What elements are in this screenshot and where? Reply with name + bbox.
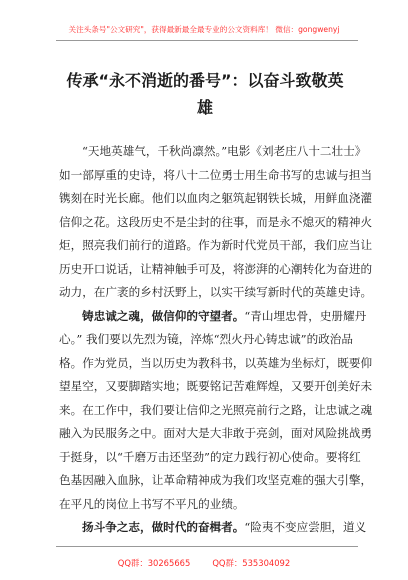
paragraph-line: 心。” 我们要以先烈为镜，淬炼“烈火丹心铸忠诚”的政治品 — [59, 332, 353, 346]
paragraph-text: “青山埋忠骨，史册耀丹 — [244, 308, 367, 323]
paragraph-line: 炬，照亮我们前行的道路。作为新时代党员干部，我们应当让 — [59, 238, 373, 252]
paragraph-line: 如一部厚重的史诗，将八十二位勇士用生命书写的忠诚与担当 — [59, 167, 373, 182]
footer-qq-group-2: QQ群：535304092 — [212, 558, 291, 568]
paragraph-line: 在平凡的岗位上书写不平凡的业绩。 — [59, 496, 245, 511]
footer-contact — [0, 557, 408, 569]
document-body — [59, 140, 373, 540]
header-divider — [56, 40, 358, 41]
paragraph-line — [59, 305, 367, 329]
section-subheading: 铸忠诚之魂，做信仰的守望者。 — [82, 308, 245, 323]
title-line-1: 传承“永不消逝的番号”：以奋斗致敬英 — [66, 71, 344, 90]
paragraph-line: “天地英雄气，千秋尚凛然。”电影《刘老庄八十二壮士》 — [82, 144, 367, 158]
paragraph-line: 来。在工作中，我们要让信仰之光照亮前行之路，让忠诚之魂 — [59, 402, 373, 417]
paragraph-line: 于挺身，以“千磨万击还坚劲”的定力践行初心使命。要将红 — [59, 449, 361, 464]
footer-qq-group-1: QQ群：30265665 — [117, 558, 191, 568]
page-footer — [0, 537, 408, 580]
title-line-2: 雄 — [196, 98, 213, 117]
paragraph-line: 历史开口说话，让精神触手可及，将澎湃的心潮转化为奋进的 — [59, 261, 373, 276]
paragraph-line: 格。作为党员，当以历史为教科书，以英雄为坐标灯，既要仰 — [59, 355, 373, 370]
paragraph-line — [59, 516, 367, 540]
paragraph-line: 动力，在广袤的乡村沃野上，以实干续写新时代的英雄史诗。 — [59, 285, 373, 299]
paragraph-line: 色基因融入血脉，让革命精神成为我们攻坚克难的强大引擎， — [59, 473, 373, 487]
header-promo-text: 关注头条号"公文研究"，获得最新最全最专业的公文资料库！ 微信：gongwenyj — [68, 25, 340, 34]
paragraph-line: 融入为民服务之中。面对大是大非敢于亮剑，面对风险挑战勇 — [59, 426, 373, 440]
page-header — [0, 0, 408, 48]
paragraph-line: 信仰之花。这段历史不是尘封的往事，而是永不熄灭的精神火 — [59, 214, 373, 229]
paragraph-line: 镌刻在时光长廊。他们以血肉之躯筑起钢铁长城，用鲜血浇灌 — [59, 191, 373, 205]
section-subheading: 扬斗争之志，做时代的奋楫者。 — [82, 520, 245, 534]
paragraph-line: 望星空，又要脚踏实地；既要铭记苦难辉煌，又要开创美好未 — [59, 379, 373, 393]
footer-divider — [56, 546, 358, 547]
document-title — [60, 67, 350, 121]
paragraph-text: “险夷不变应尝胆，道义 — [244, 520, 367, 534]
